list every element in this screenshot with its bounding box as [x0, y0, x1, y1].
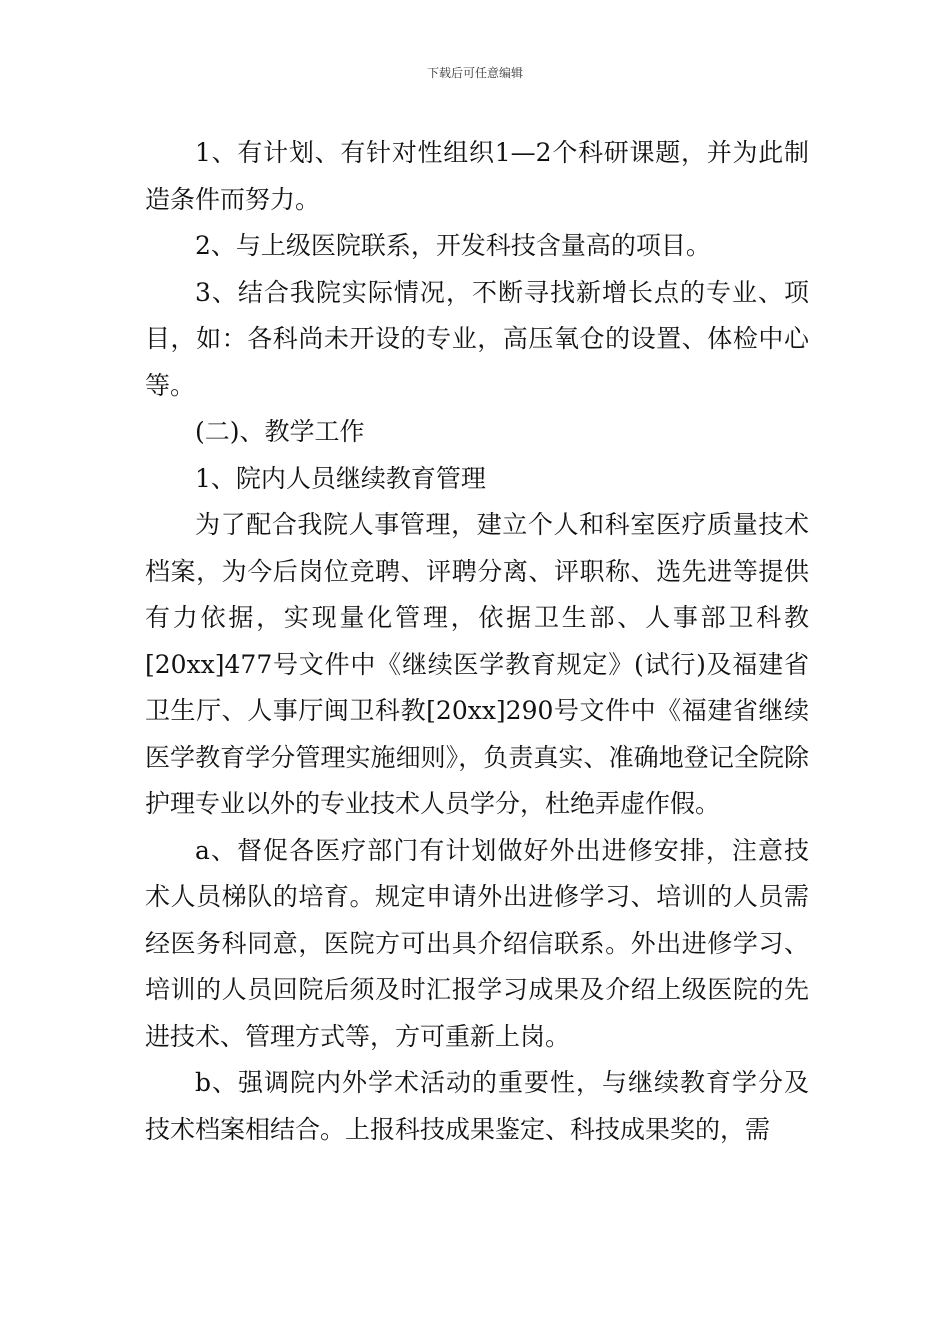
paragraph-item-a: a、督促各医疗部门有计划做好外出进修安排，注意技术人员梯队的培育。规定申请外出进修学习、培训的人员需经医务科同意，医院方可出具介绍信联系。外出进修学习、培训的人员回院后须及时汇报学习成果及介绍上级医院的先进技术、管理方式等，方可重新上岗。	[145, 835, 809, 1051]
document-body	[145, 130, 809, 1153]
paragraph-credit-management: 为了配合我院人事管理，建立个人和科室医疗质量技术档案，为今后岗位竞聘、评聘分离、评职称、选先进等提供有力依据，实现量化管理，依据卫生部、人事部卫科教[20xx]477号文件中《继续医学教育规定》(试行)及福建省卫生厅、人事厅闽卫科教[20xx]290号文件中《福建省继续医学教育学分管理实施细则》，负责真实、准确地登记全院除护理专业以外的专业技术人员学分，杜绝弄虚作假。	[145, 510, 809, 818]
paragraph-research-topics: 1、有计划、有针对性组织1—2个科研课题，并为此制造条件而努力。	[145, 138, 809, 214]
section-heading-teaching: (二)、教学工作	[195, 417, 365, 446]
subheading-continuing-education: 1、院内人员继续教育管理	[195, 463, 486, 493]
page-header: 下载后可任意编辑	[426, 66, 523, 80]
paragraph-item-b: b、强调院内外学术活动的重要性，与继续教育学分及技术档案相结合。上报科技成果鉴定、科技成果奖的，需	[145, 1068, 809, 1144]
paragraph-growth-points: 3、结合我院实际情况，不断寻找新增长点的专业、项目，如：各科尚未开设的专业，高压氧仓的设置、体检中心等。	[145, 277, 809, 400]
paragraph-higher-hospital: 2、与上级医院联系，开发科技含量高的项目。	[195, 231, 711, 260]
